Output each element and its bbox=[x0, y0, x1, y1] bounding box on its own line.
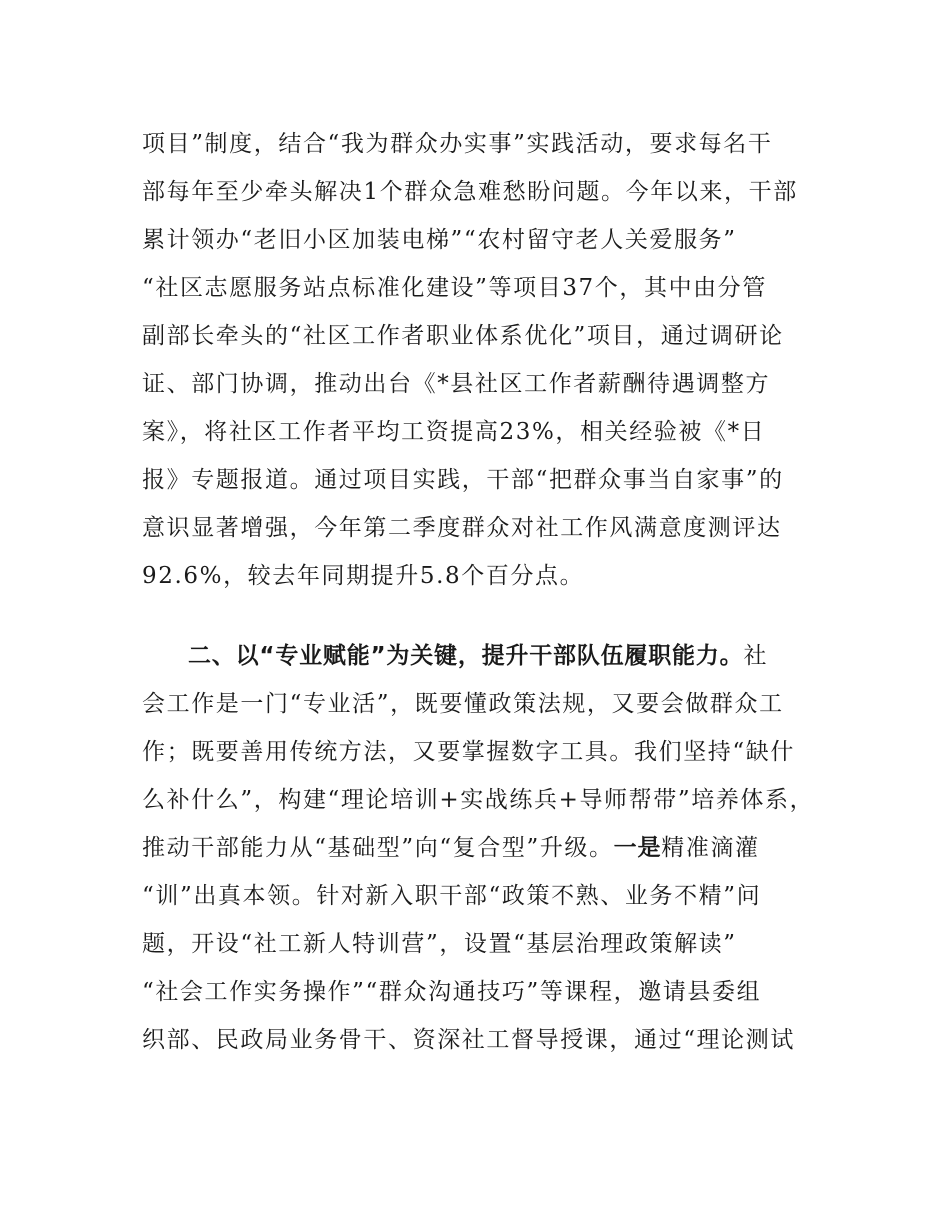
section-heading: 二、以“专业赋能”为关键，提升干部队伍履职能力。 bbox=[188, 643, 744, 669]
paragraph-2-line-5-before: 推动干部能力从“基础型”向“复合型”升级。 bbox=[142, 835, 614, 861]
paragraph-2-line-1 bbox=[188, 636, 822, 676]
paragraph-1-line-7: 案》，将社区工作者平均工资提高23%，相关经验被《*日 bbox=[142, 419, 766, 445]
paragraph-2-line-5 bbox=[142, 828, 822, 868]
paragraph-2-line-9: 织部、民政局业务骨干、资深社工督导授课，通过“理论测试 bbox=[142, 1027, 795, 1053]
paragraph-1-line-6: 证、部门协调，推动出台《*县社区工作者薪酬待遇调整方 bbox=[142, 371, 771, 397]
paragraph-1-line-1: 项目”制度，结合“我为群众办实事”实践活动，要求每名干 bbox=[142, 131, 773, 157]
paragraph-2-line-2: 会工作是一门“专业活”，既要懂政策法规，又要会做群众工 bbox=[142, 691, 784, 717]
paragraph-2-line-7: 题，开设“社工新人特训营”，设置“基层治理政策解读” bbox=[142, 931, 737, 957]
paragraph-2-line-4: 么补什么”，构建“理论培训+实战练兵+导师帮带”培养体系， bbox=[142, 787, 815, 813]
paragraph-2-line-3: 作；既要善用传统方法，又要掌握数字工具。我们坚持“缺什 bbox=[142, 739, 795, 765]
paragraph-1-line-10: 92.6%，较去年同期提升5.8个百分点。 bbox=[142, 563, 585, 589]
paragraph-2-line-8: “社会工作实务操作”“群众沟通技巧”等课程，邀请县委组 bbox=[142, 979, 762, 1005]
paragraph-2-line-6: “训”出真本领。针对新入职干部“政策不熟、业务不精”问 bbox=[142, 883, 762, 909]
paragraph-1-line-5: 副部长牵头的“社区工作者职业体系优化”项目，通过调研论 bbox=[142, 323, 784, 349]
paragraph-1-line-2: 部每年至少牵头解决1个群众急难愁盼问题。今年以来，干部 bbox=[142, 179, 798, 205]
paragraph-1-line-4: “社区志愿服务站点标准化建设”等项目37个，其中由分管 bbox=[142, 275, 767, 301]
point-marker-first: 一是 bbox=[613, 835, 662, 861]
paragraph-2-line-1-rest: 社 bbox=[743, 643, 769, 669]
paragraph-1-line-8: 报》专题报道。通过项目实践，干部“把群众事当自家事”的 bbox=[142, 467, 784, 493]
paragraph-1-line-3: 累计领办“老旧小区加装电梯”“农村留守老人关爱服务” bbox=[142, 227, 737, 253]
paragraph-1-line-9: 意识显著增强，今年第二季度群众对社工作风满意度测评达 bbox=[142, 515, 782, 541]
paragraph-2-line-5-after: 精准滴灌 bbox=[661, 835, 760, 861]
